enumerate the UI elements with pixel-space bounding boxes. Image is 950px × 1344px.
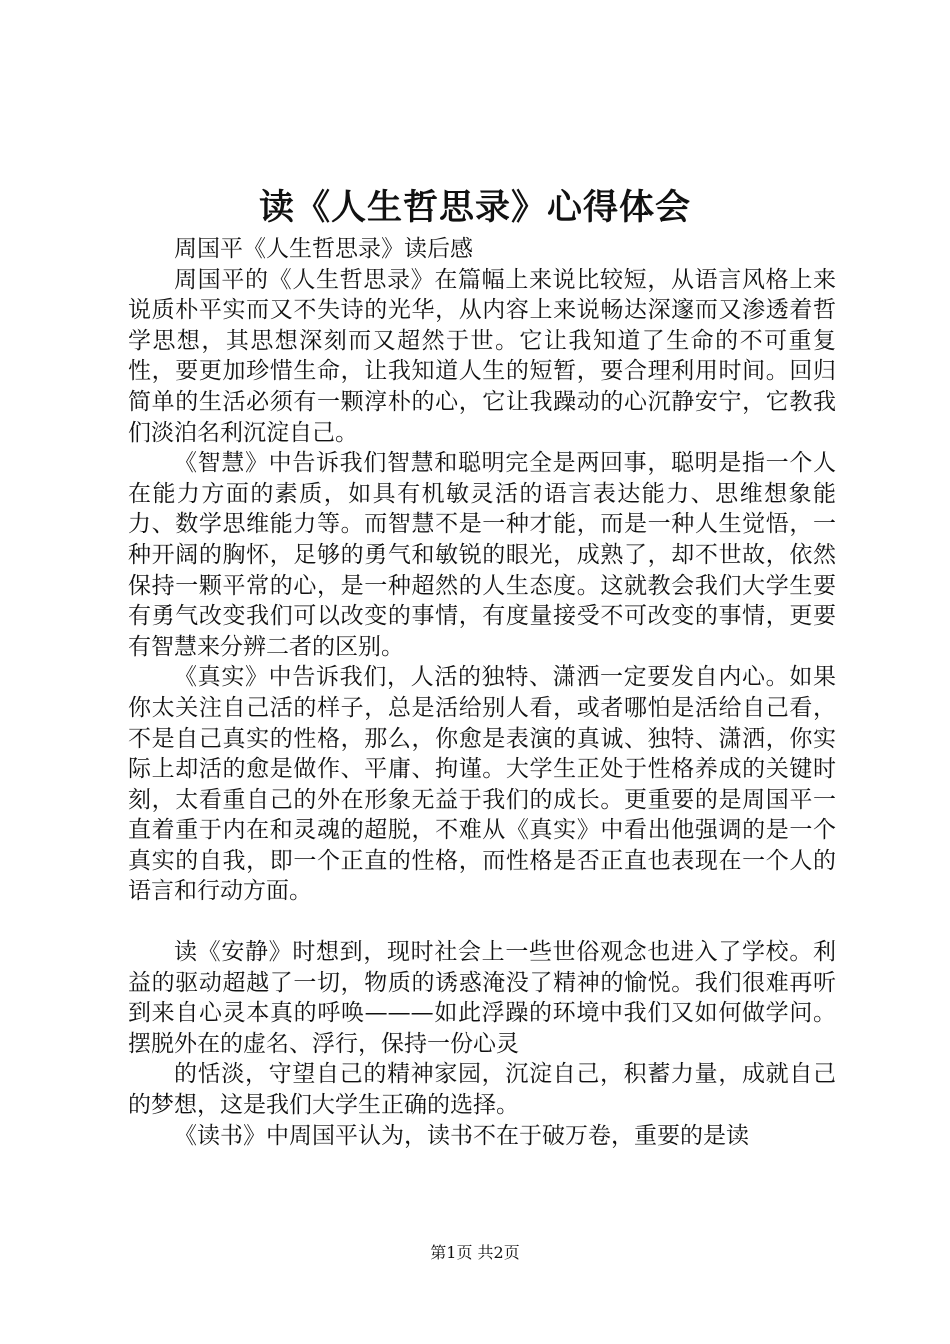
body-paragraph: 《智慧》中告诉我们智慧和聪明完全是两回事，聪明是指一个人在能力方面的素质，如具有机敏灵活的语言表达能力、思维想象能力、数学思维能力等。而智慧不是一种才能，而是一种人生觉悟，一种开阔的胸怀，足够的勇气和敏锐的眼光，成熟了，却不世故，依然保持一颗平常的心，是一种超然的人生态度。这就教会我们大学生要有勇气改变我们可以改变的事情，有度量接受不可改变的事情，更要有智慧来分辨二者的区别。 — [128, 450, 836, 660]
document-body — [128, 234, 836, 1151]
body-paragraph: 周国平的《人生哲思录》在篇幅上来说比较短，从语言风格上来说质朴平实而又不失诗的光华，从内容上来说畅达深邃而又渗透着哲学思想，其思想深刻而又超然于世。它让我知道了生命的不可重复性，要更加珍惜生命，让我知道人生的短暂，要合理利用时间。回归简单的生活必须有一颗淳朴的心，它让我躁动的心沉静安宁，它教我们淡泊名利沉淀自己。 — [128, 266, 836, 446]
document-title: 读《人生哲思录》心得体会 — [258, 187, 691, 228]
body-paragraph: 的恬淡，守望自己的精神家园，沉淀自己，积蓄力量，成就自己的梦想，这是我们大学生正确的选择。 — [128, 1061, 836, 1119]
page-number-footer: 第1页 共2页 — [430, 1243, 520, 1262]
body-paragraph: 《真实》中告诉我们，人活的独特、潇洒一定要发自内心。如果你太关注自己活的样子，总是活给别人看，或者哪怕是活给自己看，不是自己真实的性格，那么，你愈是表演的真诚、独特、潇洒，你实际上却活的愈是做作、平庸、拘谨。大学生正处于性格养成的关键时刻，太看重自己的外在形象无益于我们的成长。更重要的是周国平一直着重于内在和灵魂的超脱，不难从《真实》中看出他强调的是一个真实的自我，即一个正直的性格，而性格是否正直也表现在一个人的语言和行动方面。 — [128, 664, 836, 905]
subtitle-paragraph: 周国平《人生哲思录》读后感 — [174, 236, 473, 262]
body-paragraph: 《读书》中周国平认为，读书不在于破万卷，重要的是读 — [174, 1122, 749, 1149]
body-paragraph: 读《安静》时想到，现时社会上一些世俗观念也进入了学校。利益的驱动超越了一切，物质的诱惑淹没了精神的愉悦。我们很难再听到来自心灵本真的呼唤———如此浮躁的环境中我们又如何做学问。摆脱外在的虚名、浮行，保持一份心灵 — [128, 939, 836, 1057]
